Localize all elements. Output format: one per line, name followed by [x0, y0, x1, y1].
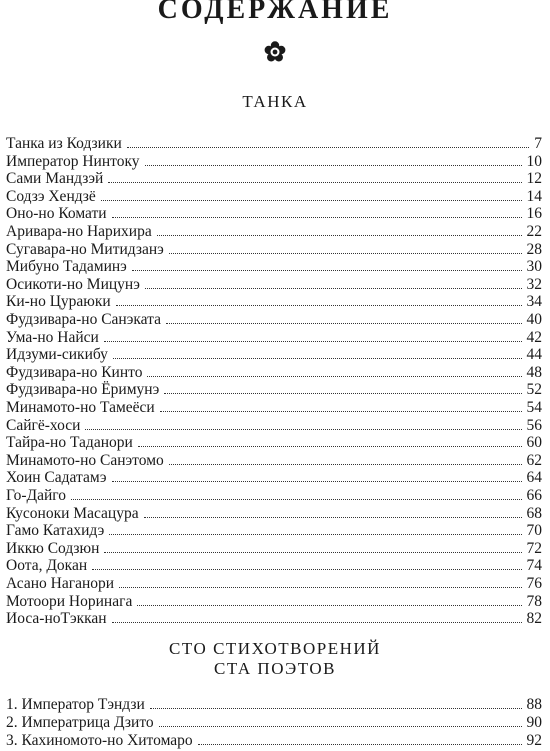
toc-entry-page: 28: [526, 240, 542, 258]
section-heading-sto-line2: СТА ПОЭТОВ: [214, 659, 336, 678]
toc-entry-title: Минамото-но Санэтомо: [6, 451, 164, 469]
toc-entry-title: Ки-но Цураюки: [6, 293, 111, 311]
toc-entry-title: Хоин Садатамэ: [6, 469, 107, 487]
toc-entry-page: 60: [526, 434, 542, 452]
toc-entry-page: 62: [526, 451, 542, 469]
toc-entry-title: Иоса-ноТэккан: [6, 610, 107, 628]
toc-entry-page: 70: [526, 522, 542, 540]
toc-entry-page: 14: [526, 187, 542, 205]
toc-entry-title: Аривара-но Нарихира: [6, 223, 152, 240]
toc-entry-title: Минамото-но Тамеёси: [6, 399, 155, 416]
toc-entry-title: Тайра-но Таданори: [6, 434, 133, 452]
toc-entry-page: 64: [526, 469, 542, 487]
toc-entry-page: 68: [526, 504, 542, 522]
toc-entry-page: 78: [526, 592, 542, 610]
toc-entry-page: 16: [526, 205, 542, 223]
toc-entry-page: 54: [526, 399, 542, 416]
toc-entry-page: 32: [526, 275, 542, 293]
toc-entry-title: Фудзивара-но Санэката: [6, 311, 161, 328]
toc-entry-page: 66: [526, 487, 542, 504]
toc-entry-page: 88: [526, 696, 542, 713]
toc-entry-page: 44: [526, 346, 542, 364]
toc-entry-title: Иккю Содзюн: [6, 539, 100, 557]
toc-entry-page: 42: [526, 328, 542, 346]
toc-entry-title: Сугавара-но Митидзанэ: [6, 240, 164, 258]
toc-entry: [6, 724, 542, 749]
toc-entry-page: 30: [526, 258, 542, 276]
toc-entry-title: Идзуми-сикибу: [6, 346, 108, 364]
toc-entry-title: Ума-но Найси: [6, 328, 99, 346]
toc-entry-title: Сайгё-хоси: [6, 416, 81, 434]
toc-entry: [6, 602, 542, 628]
toc-entry-page: 48: [526, 363, 542, 381]
toc-entry-page: 52: [526, 381, 542, 399]
toc-entry-page: 76: [526, 575, 542, 592]
toc-entry-page: 12: [526, 170, 542, 188]
toc-entry-title: Содзэ Хендзё: [6, 187, 96, 205]
toc-entry-page: 7: [534, 135, 542, 152]
toc-entry-title: Сами Мандзэй: [6, 170, 104, 188]
toc-entry-page: 74: [526, 557, 542, 575]
toc-entry-title: Танка из Кодзики: [6, 135, 122, 152]
toc-entry-page: 40: [526, 311, 542, 328]
toc-entry-title: Оота, Докан: [6, 557, 88, 575]
toc-entry-page: 10: [526, 152, 542, 170]
toc-entry-page: 92: [526, 731, 542, 749]
toc-entry-title: Гамо Катахидэ: [6, 522, 105, 540]
toc-entry-title: Фудзивара-но Ёримунэ: [6, 381, 160, 399]
dot-leader: [198, 724, 522, 745]
page-title: СОДЕРЖАНИЕ: [157, 0, 393, 25]
toc-entry-page: 82: [526, 610, 542, 628]
toc-entry-page: 72: [526, 539, 542, 557]
toc-entry-title: Император Нинтоку: [6, 152, 140, 170]
flower-ornament-icon: [263, 40, 287, 64]
toc-entry-page: 22: [526, 223, 542, 240]
toc-entry-title: Го-Дайго: [6, 487, 66, 504]
toc-entry-page: 34: [526, 293, 542, 311]
toc-entry-title: Мотоори Норинага: [6, 592, 133, 610]
toc-entry-title: 2. Императрица Дзито: [6, 713, 154, 731]
section-heading-tanka: ТАНКА: [242, 92, 308, 111]
dot-leader: [112, 602, 522, 623]
section-heading-sto-line1: СТО СТИХОТВОРЕНИЙ: [169, 639, 381, 658]
toc-entry-title: Фудзивара-но Кинто: [6, 363, 143, 381]
toc-entry-page: 56: [526, 416, 542, 434]
toc-entry-page: 90: [526, 713, 542, 731]
toc-entry-title: 3. Кахиномото-но Хитомаро: [6, 731, 193, 749]
toc-entry-title: Оно-но Комати: [6, 205, 107, 223]
toc-entry-title: Осикоти-но Мицунэ: [6, 275, 140, 293]
toc-entry-title: Мибуно Тадаминэ: [6, 258, 127, 276]
toc-entry-title: Кусоноки Масацура: [6, 504, 139, 522]
toc-entry-title: 1. Император Тэндзи: [6, 696, 145, 713]
toc-entry-title: Асано Наганори: [6, 575, 115, 592]
